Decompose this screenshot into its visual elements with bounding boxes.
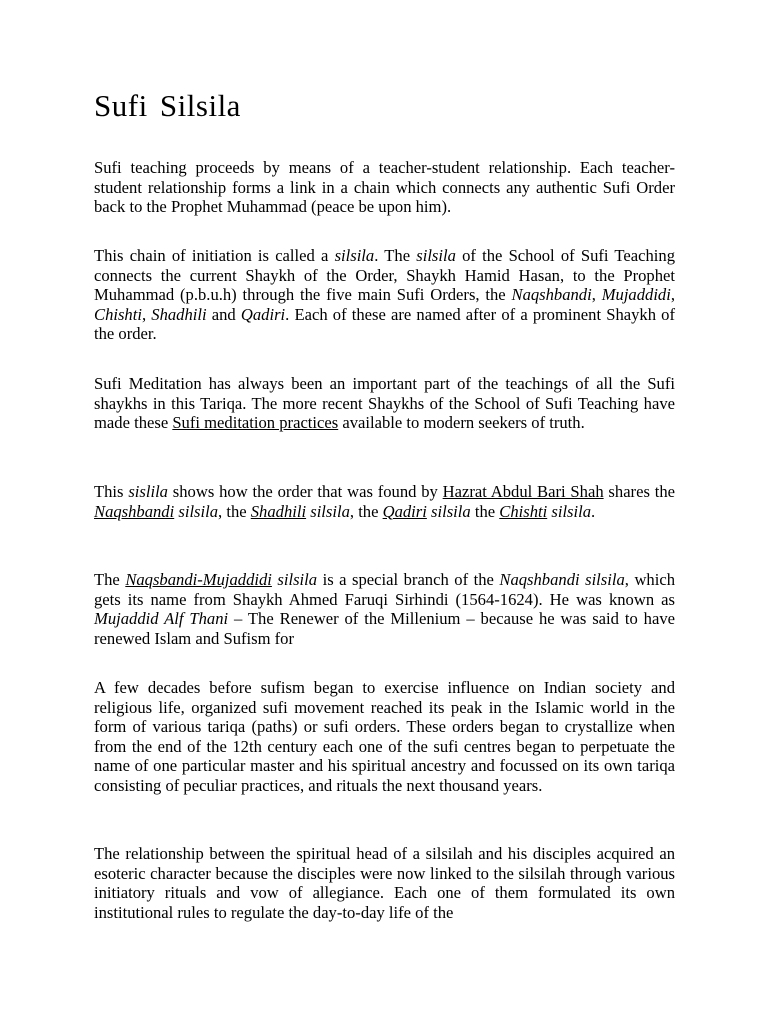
text-run: is a special branch of the: [317, 570, 500, 589]
italic-term: Mujaddidi: [601, 285, 671, 305]
paragraph-intro: [94, 158, 675, 217]
paragraph-spiritual-relationship: [94, 844, 675, 922]
text-run: the: [470, 501, 500, 521]
text-run: ,: [141, 304, 152, 324]
text-run: , the: [218, 501, 251, 521]
text-run: shares the: [603, 482, 675, 501]
italic-term: silsila: [416, 246, 456, 265]
text-run: shows how the order that was found by: [167, 482, 443, 501]
text-run: – The Renewer of the Millenium – because he was said to have renewed Islam and Sufism for: [94, 609, 675, 648]
italic-term: silsila: [334, 246, 375, 265]
text-run: of the School of Sufi Teaching connects the current Shaykh of the Order, Shaykh Hamid Hasan, to the Prophet Muhammad (p.b.u.h) through the five main Sufi Orders, the: [94, 246, 675, 305]
text-run: and: [206, 304, 241, 324]
text-run: . Each of these are named after of a prominent Shaykh of the order.: [94, 304, 675, 344]
paragraph-silsila-chain: [94, 246, 675, 344]
link-qadiri[interactable]: Qadiri: [382, 501, 427, 521]
link-naqshbandi[interactable]: Naqshbandi: [94, 501, 175, 521]
paragraph-order-lineage: [94, 482, 675, 521]
italic-term: Shadhili: [151, 304, 207, 324]
italic-term: silsila: [178, 501, 219, 521]
text-run: This: [94, 482, 129, 501]
italic-term: silsila: [551, 501, 592, 521]
page-title: Sufi Silsila: [94, 88, 241, 123]
link-sufi-meditation-practices[interactable]: Sufi meditation practices: [172, 413, 339, 433]
italic-term: Chishti: [94, 304, 142, 324]
italic-term: Naqshbandi silsila: [499, 570, 625, 589]
text-run: , the: [349, 501, 383, 521]
text-run: Sufi Meditation has always been an important part of the teachings of all the Sufi shaykhs in this Tariqa. The more recent Shaykhs of the School of Sufi Teaching have made these: [94, 374, 675, 433]
italic-term: silsila: [310, 501, 350, 521]
link-naqsbandi-mujaddidi[interactable]: Naqsbandi-Mujaddidi: [125, 570, 272, 589]
paragraph-text: A few decades before sufism began to exercise influence on Indian society and religious life, organized sufi movement reached its peak in the Islamic world in the form of various tariqa (paths) or sufi orders. These orders began to crystallize when from the end of the 12th century each one of the sufi centres began to perpetuate the name of one particular master and his spiritual ancestry and focussed on its own tariqa consisting of peculiar practices, and rituals the next thousand years.: [94, 678, 675, 795]
text-run: ,: [591, 285, 602, 305]
paragraph-text: The relationship between the spiritual head of a silsilah and his disciples acquired an esoteric character because the disciples were now linked to the silsilah through various initiatory rituals and vow of allegiance. Each one of them formulated its own institutional rules to regulate the day-to-day life of the: [94, 844, 675, 922]
italic-term: sislila: [128, 482, 168, 501]
text-run: ,: [670, 285, 675, 305]
text-run: .: [591, 501, 596, 521]
paragraph-meditation: [94, 374, 675, 433]
italic-term: silsila: [277, 570, 318, 589]
text-run: available to modern seekers of truth.: [338, 413, 585, 433]
italic-term: Mujaddid Alf Thani: [94, 609, 229, 629]
paragraph-text: Sufi teaching proceeds by means of a teacher-student relationship. Each teacher-student relationship forms a link in a chain which connects any authentic Sufi Order back to the Prophet Muhammad (peace be upon him).: [94, 158, 675, 217]
paragraph-sufi-orders-history: [94, 678, 675, 796]
link-hazrat-abdul-bari-shah[interactable]: Hazrat Abdul Bari Shah: [442, 482, 604, 501]
italic-term: silsila: [431, 501, 471, 521]
text-run: The: [94, 570, 126, 589]
link-chishti[interactable]: Chishti: [499, 501, 548, 521]
paragraph-naqsbandi-mujaddidi: [94, 570, 675, 648]
text-run: , which gets its name from Shaykh Ahmed Faruqi Sirhindi (1564-1624). He was known as: [94, 570, 675, 609]
italic-term: Qadiri: [240, 304, 286, 324]
italic-term: Naqshbandi: [511, 285, 592, 305]
text-run: . The: [374, 246, 417, 265]
text-run: This chain of initiation is called a: [94, 246, 335, 265]
link-shadhili[interactable]: Shadhili: [250, 501, 307, 521]
